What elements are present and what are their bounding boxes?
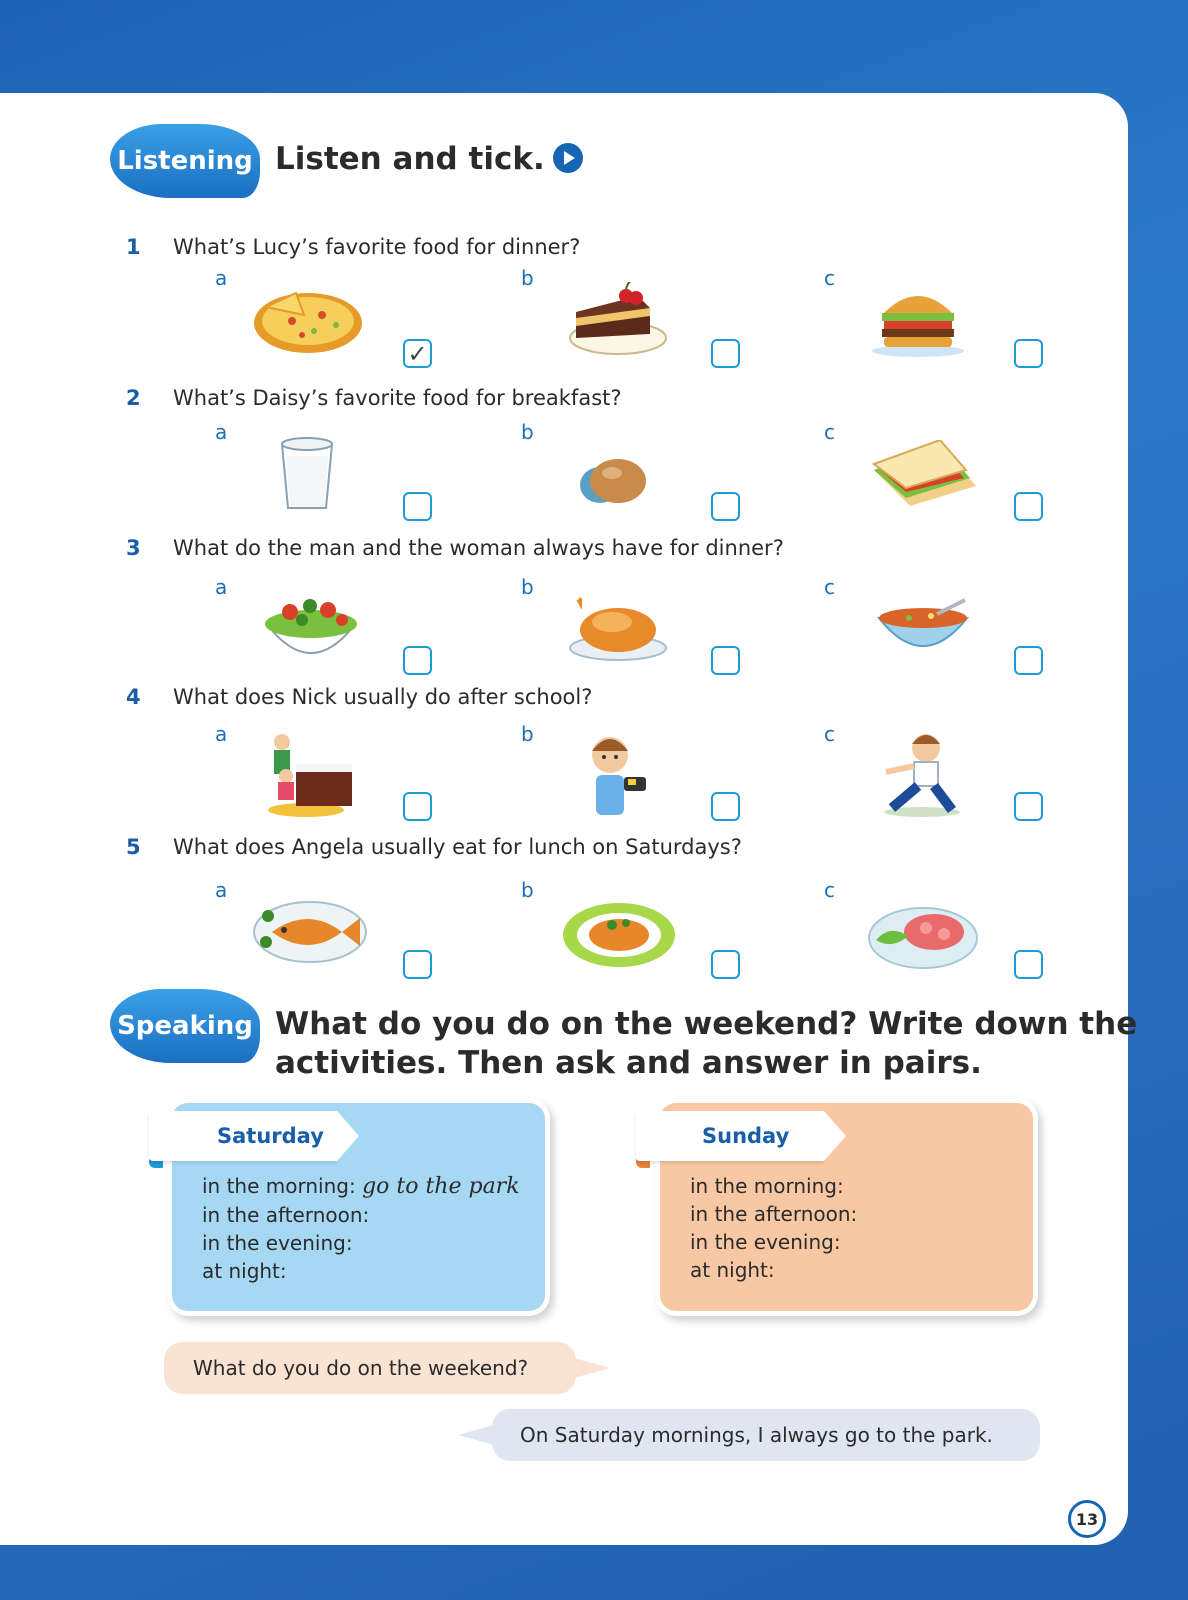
q2-option-a-checkbox[interactable] [403,492,432,521]
q2-option-c-checkbox[interactable] [1014,492,1043,521]
question-5-number: 5 [126,835,141,859]
q4-option-a-checkbox[interactable] [403,792,432,821]
q1-option-c-checkbox[interactable] [1014,339,1043,368]
question-1-number: 1 [126,235,141,259]
piano-lesson-image [266,734,358,818]
saturday-label: Saturday [217,1124,324,1148]
question-bubble-tail [574,1358,610,1378]
q4-option-c-checkbox[interactable] [1014,792,1043,821]
saturday-morning-answer[interactable]: go to the park [362,1174,520,1199]
meat-dish-image [868,900,978,970]
listening-title-text: Listen and tick. [275,141,545,177]
saturday-tab [149,1111,337,1161]
question-4-number: 4 [126,685,141,709]
sunday-morning-label: in the morning: [690,1174,844,1198]
speaking-title-line1: What do you do on the weekend? Write down the [275,1006,1138,1042]
sunday-tab [636,1111,824,1161]
question-1-text: What’s Lucy’s favorite food for dinner? [173,235,581,259]
question-5-text: What does Angela usually eat for lunch on Saturdays? [173,835,742,859]
q4-option-b-checkbox[interactable] [711,792,740,821]
q2-option-c-letter: c [824,420,835,444]
sunday-evening-label: in the evening: [690,1230,841,1254]
question-3-text: What do the man and the woman always have for dinner? [173,536,784,560]
saturday-afternoon-label: in the afternoon: [202,1203,370,1227]
listening-badge [110,124,260,198]
saturday-evening-label: in the evening: [202,1231,353,1255]
answer-bubble-text: On Saturday mornings, I always go to the park. [520,1423,993,1447]
q4-option-a-letter: a [215,722,228,746]
q5-option-b-letter: b [521,878,534,902]
q2-option-a-letter: a [215,420,228,444]
pasta-dish-image [562,897,676,969]
q2-option-b-letter: b [521,420,534,444]
q1-option-c-letter: c [824,266,835,290]
answer-bubble [492,1409,1040,1461]
q4-option-c-letter: c [824,722,835,746]
hamburger-image [870,285,966,357]
q3-option-c-checkbox[interactable] [1014,646,1043,675]
speaking-badge-label: Speaking [117,1011,253,1041]
q3-option-b-letter: b [521,575,534,599]
speaking-title [275,1005,1137,1083]
question-bubble [164,1342,576,1394]
listening-title [275,141,583,177]
q1-option-a-checkbox[interactable]: ✓ [403,339,432,368]
question-2-number: 2 [126,386,141,410]
saturday-lines [202,1172,520,1285]
q3-option-a-checkbox[interactable] [403,646,432,675]
question-4-text: What does Nick usually do after school? [173,685,593,709]
q5-option-c-checkbox[interactable] [1014,950,1043,979]
question-bubble-text: What do you do on the weekend? [193,1356,529,1380]
egg-image [578,455,648,507]
soup-bowl-image [875,598,971,660]
q1-option-b-checkbox[interactable] [711,339,740,368]
boy-kung-fu-image [878,732,968,818]
q4-option-b-letter: b [521,722,534,746]
pizza-image [252,285,364,355]
sunday-lines [690,1172,857,1284]
q3-option-a-letter: a [215,575,228,599]
speaking-title-line2: activities. Then ask and answer in pairs. [275,1045,982,1081]
roast-chicken-image [568,590,668,662]
milk-glass-image [278,436,336,512]
q5-option-a-checkbox[interactable] [403,950,432,979]
q5-option-c-letter: c [824,878,835,902]
salad-image [262,592,360,666]
sunday-night-label: at night: [690,1258,775,1282]
sunday-label: Sunday [702,1124,790,1148]
answer-bubble-tail [458,1425,494,1445]
play-audio-icon[interactable] [553,143,583,173]
page-number-text: 13 [1075,1509,1099,1529]
saturday-night-label: at night: [202,1259,287,1283]
q5-option-b-checkbox[interactable] [711,950,740,979]
q3-option-b-checkbox[interactable] [711,646,740,675]
q2-option-b-checkbox[interactable] [711,492,740,521]
q5-option-a-letter: a [215,878,228,902]
listening-badge-label: Listening [117,146,253,176]
fish-dish-image [252,898,368,964]
question-2-text: What’s Daisy’s favorite food for breakfast? [173,386,622,410]
page-number [1068,1500,1106,1538]
question-3-number: 3 [126,536,141,560]
cake-image [568,282,668,356]
q1-option-b-letter: b [521,266,534,290]
q1-option-a-letter: a [215,266,228,290]
saturday-morning-label: in the morning: [202,1174,356,1198]
sandwich-image [870,440,980,510]
speaking-badge [110,989,260,1063]
sunday-afternoon-label: in the afternoon: [690,1202,858,1226]
q3-option-c-letter: c [824,575,835,599]
boy-with-camera-image [586,733,656,819]
